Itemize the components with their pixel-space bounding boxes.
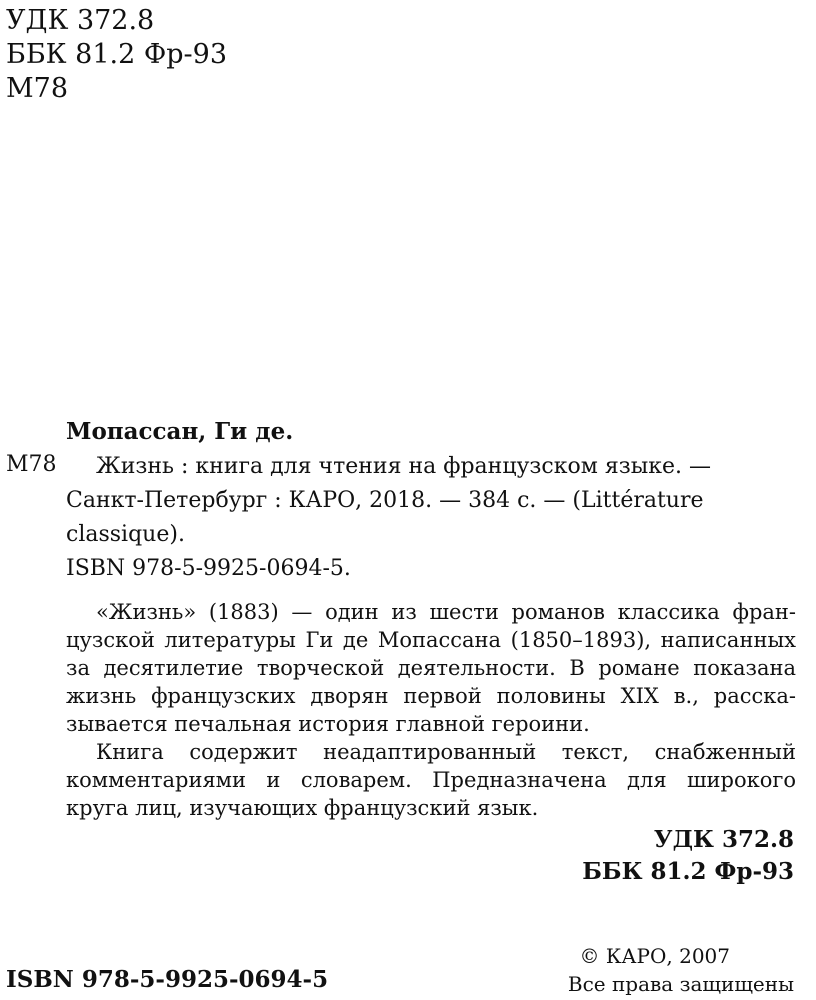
rights-reserved: Все права защищены: [567, 972, 794, 996]
bottom-isbn: ISBN 978-5-9925-0694-5: [6, 966, 329, 993]
annotation-line: Книга содержит неадаптированный текст, снабженный: [96, 740, 796, 764]
annotation-line: жизнь французских дворян первой половины XIX в., расска-: [66, 684, 796, 708]
entry-author-mark: М78: [6, 452, 57, 477]
annotation-line: круга лиц, изучающих французский язык.: [66, 796, 539, 820]
bottom-bbk-code: ББК 81.2 Фр-93: [582, 858, 794, 885]
copyright-notice: © КАРО, 2007: [579, 944, 730, 968]
annotation-line: зывается печальная история главной героини.: [66, 712, 590, 736]
entry-publisher-line: Санкт-Петербург : КАРО, 2018. — 384 с. — (Littérature: [66, 488, 704, 513]
top-bbk-code: ББК 81.2 Фр-93: [6, 39, 228, 70]
annotation-line: «Жизнь» (1883) — один из шести романов классика фран-: [96, 600, 796, 624]
top-author-mark: М78: [6, 73, 69, 104]
entry-isbn: ISBN 978-5-9925-0694-5.: [66, 556, 351, 581]
annotation-line: цузской литературы Ги де Мопассана (1850–1893), написанных: [66, 628, 796, 652]
author-heading: Мопассан, Ги де.: [66, 418, 294, 445]
annotation-line: за десятилетие творческой деятельности. В романе показана: [66, 656, 796, 680]
annotation-line: комментариями и словарем. Предназначена для широкого: [66, 768, 796, 792]
bottom-udk-code: УДК 372.8: [653, 826, 794, 853]
entry-series-line: classique).: [66, 522, 185, 547]
entry-title-line: Жизнь : книга для чтения на французском языке. —: [96, 454, 711, 479]
top-udk-code: УДК 372.8: [6, 5, 155, 36]
